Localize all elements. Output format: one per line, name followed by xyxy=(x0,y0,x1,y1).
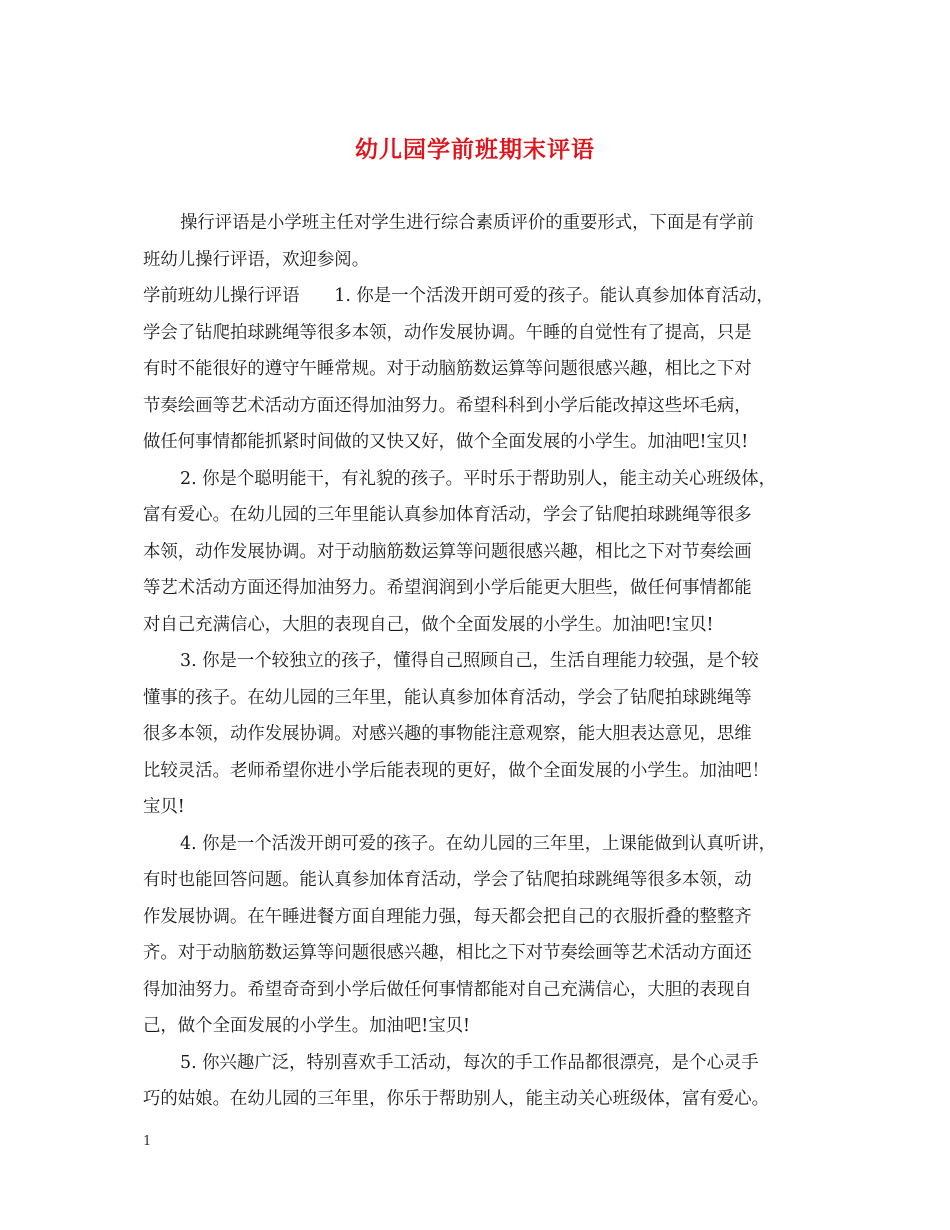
paragraph-line: 对自己充满信心，大胆的表现自己，做个全面发展的小学生。加油吧!宝贝! xyxy=(143,614,714,635)
paragraph-line: 富有爱心。在幼儿园的三年里能认真参加体育活动，学会了钻爬拍球跳绳等很多 xyxy=(143,505,752,525)
page-number: 1 xyxy=(143,1134,152,1149)
paragraph-line: 齐。对于动脑筋数运算等问题很感兴趣，相比之下对节奏绘画等艺术活动方面还 xyxy=(143,943,752,963)
paragraph-line: 班幼儿操行评语，欢迎参阅。 xyxy=(143,249,370,270)
paragraph-line: 本领，动作发展协调。对于动脑筋数运算等问题很感兴趣，相比之下对节奏绘画 xyxy=(143,541,752,562)
paragraph-line: 己，做个全面发展的小学生。加油吧!宝贝! xyxy=(143,1016,471,1036)
paragraph-line: 比较灵活。老师希望你进小学后能表现的更好，做个全面发展的小学生。加油吧！ xyxy=(143,760,770,781)
paragraph-line: 作发展协调。在午睡进餐方面自理能力强，每天都会把自己的衣服折叠的整整齐 xyxy=(143,906,752,927)
paragraph-line: 懂事的孩子。在幼儿园的三年里，能认真参加体育活动，学会了钻爬拍球跳绳等 xyxy=(143,687,752,708)
paragraph-line: 有时不能很好的遵守午睡常规。对于动脑筋数运算等问题很感兴趣，相比之下对 xyxy=(143,359,752,379)
paragraph-line: 4. 你是一个活泼开朗可爱的孩子。在幼儿园的三年里，上课能做到认真听讲， xyxy=(180,833,777,854)
paragraph-line: 学会了钻爬拍球跳绳等很多本领，动作发展协调。午睡的自觉性有了提高，只是 xyxy=(143,322,752,343)
paragraph-line: 做任何事情都能抓紧时间做的又快又好，做个全面发展的小学生。加油吧!宝贝! xyxy=(143,432,749,452)
paragraph-line: 得加油努力。希望奇奇到小学后做任何事情都能对自己充满信心，大胆的表现自 xyxy=(143,979,752,1000)
document-body xyxy=(143,205,819,1118)
paragraph-line: 操行评语是小学班主任对学生进行综合素质评价的重要形式，下面是有学前 xyxy=(180,213,754,233)
paragraph-line: 3. 你是一个较独立的孩子，懂得自己照顾自己，生活自理能力较强，是个较 xyxy=(180,651,759,671)
paragraph-line: 很多本领，动作发展协调。对感兴趣的事物能注意观察，能大胆表达意见，思维 xyxy=(143,724,752,744)
document-title: 幼儿园学前班期末评语 xyxy=(355,136,595,163)
paragraph-line: 等艺术活动方面还得加油努力。希望润润到小学后能更大胆些，做任何事情都能 xyxy=(143,578,752,598)
paragraph-line: 5. 你兴趣广泛，特别喜欢手工活动，每次的手工作品都很漂亮，是个心灵手 xyxy=(180,1052,759,1073)
paragraph-line: 节奏绘画等艺术活动方面还得加油努力。希望科科到小学后能改掉这些坏毛病， xyxy=(143,395,752,416)
paragraph-line: 有时也能回答问题。能认真参加体育活动，学会了钻爬拍球跳绳等很多本领，动 xyxy=(143,870,752,890)
paragraph-line: 巧的姑娘。在幼儿园的三年里，你乐于帮助别人，能主动关心班级体，富有爱心。 xyxy=(143,1089,770,1109)
paragraph-line: 宝贝! xyxy=(143,797,185,817)
paragraph-line: 2. 你是个聪明能干，有礼貌的孩子。平时乐于帮助别人，能主动关心班级体， xyxy=(180,468,777,489)
paragraph-line: 学前班幼儿操行评语 1. 你是一个活泼开朗可爱的孩子。能认真参加体育活动， xyxy=(143,286,774,306)
